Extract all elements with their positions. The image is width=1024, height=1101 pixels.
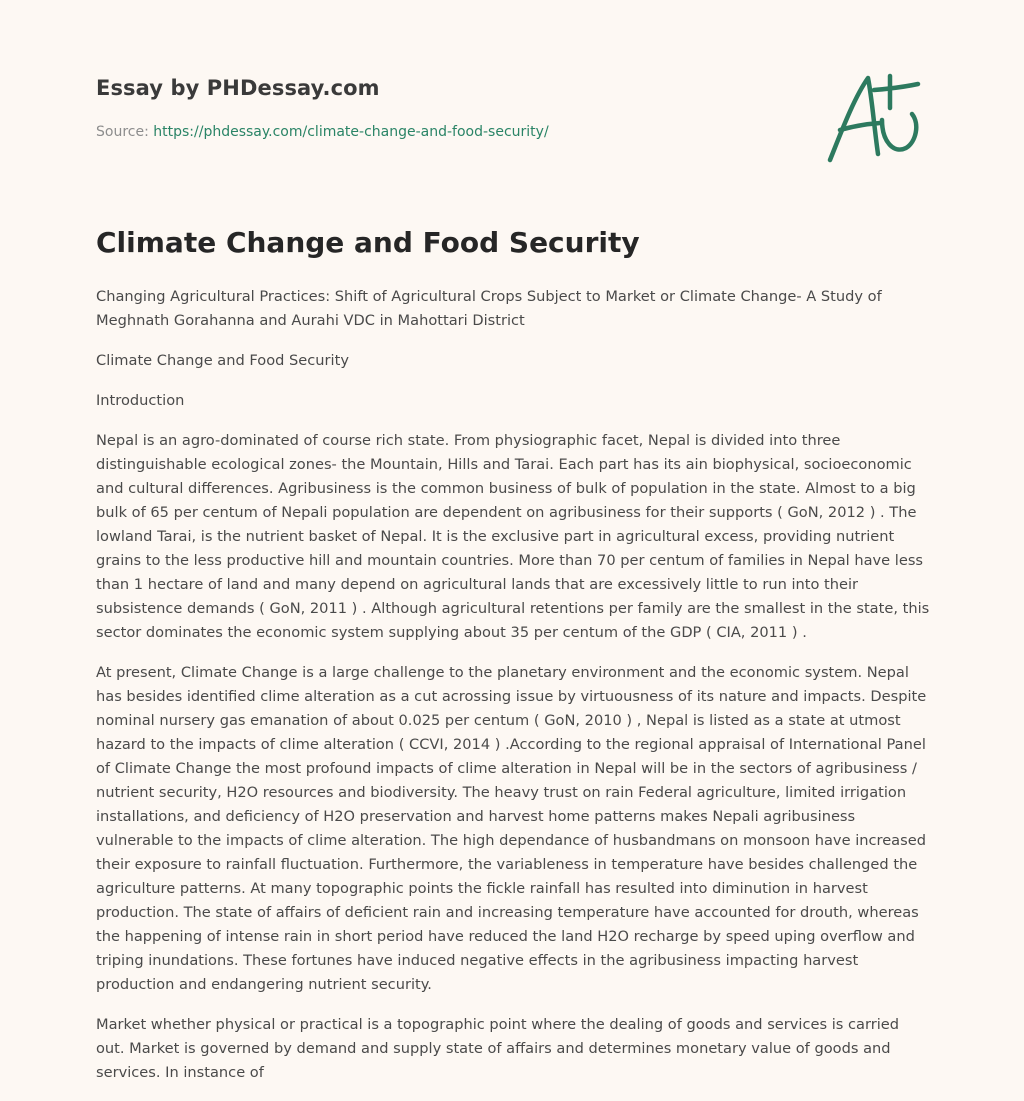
article-body (96, 285, 930, 1101)
a-plus-logo-icon (824, 68, 928, 164)
article-paragraph: Climate Change and Food Security (96, 352, 349, 369)
article-paragraph: Introduction (96, 392, 185, 409)
source-label: Source: (96, 124, 149, 140)
article-paragraph: At present, Climate Change is a large challenge to the planetary environment and the economic system. Nepal has besides identified clime alteration as a cut acrossing issue by virtuousness of its nature and impacts. Despite nominal nursery gas emanation of about 0.025 per centum ( GoN, 2010 ) , Nepal is listed as a state at utmost hazard to the impacts of clime alteration ( CCVI, 2014 ) .According to the regional appraisal of International Panel of Climate Change the most profound impacts of clime alteration in Nepal will be in the sectors of agribusiness / nutrient security, H2O resources and biodiversity. The heavy trust on rain Federal agriculture, limited irrigation installations, and deficiency of H2O preservation and harvest home patterns makes Nepali agribusiness vulnerable to the impacts of clime alteration. The high dependance of husbandmans on monsoon have increased their exposure to rainfall fluctuation. Furthermore, the variableness in temperature have besides challenged the agriculture patterns. At many topographic points the fickle rainfall has resulted into diminution in harvest production. The state of affairs of deficient rain and increasing temperature have accounted for drouth, whereas the happening of intense rain in short period have reduced the land H2O recharge by speed uping overflow and triping inundations. These fortunes have induced negative effects in the agribusiness impacting harvest production and endangering nutrient security. (96, 664, 927, 993)
article-paragraph: Nepal is an agro-dominated of course rich state. From physiographic facet, Nepal is divided into three distinguishable ecological zones- the Mountain, Hills and Tarai. Each part has its ain biophysical, socioeconomic and cultural differences. Agribusiness is the common business of bulk of population in the state. Almost to a big bulk of 65 per centum of Nepali population are dependent on agribusiness for their supports ( GoN, 2012 ) . The lowland Tarai, is the nutrient basket of Nepal. It is the exclusive part in agricultural excess, providing nutrient grains to the less productive hill and mountain countries. More than 70 per centum of families in Nepal have less than 1 hectare of land and many depend on agricultural lands that are excessively little to run into their subsistence demands ( GoN, 2011 ) . Although agricultural retentions per family are the smallest in the state, this sector dominates the economic system supplying about 35 per centum of the GDP ( CIA, 2011 ) . (96, 432, 930, 641)
article-paragraph: Changing Agricultural Practices: Shift of Agricultural Crops Subject to Market or Climate Change- A Study of Meghnath Gorahanna and Aurahi VDC in Mahottari District (96, 288, 882, 329)
article-title: Climate Change and Food Security (96, 226, 640, 259)
site-title: Essay by PHDessay.com (96, 76, 380, 100)
source-link[interactable]: https://phdessay.com/climate-change-and-food-security/ (153, 124, 549, 140)
source-line (96, 124, 549, 140)
page-header (96, 76, 928, 176)
article-paragraph: Market whether physical or practical is a topographic point where the dealing of goods and services is carried out. Market is governed by demand and supply state of affairs and determines monetary value of goods and services. In instance of (96, 1016, 900, 1081)
